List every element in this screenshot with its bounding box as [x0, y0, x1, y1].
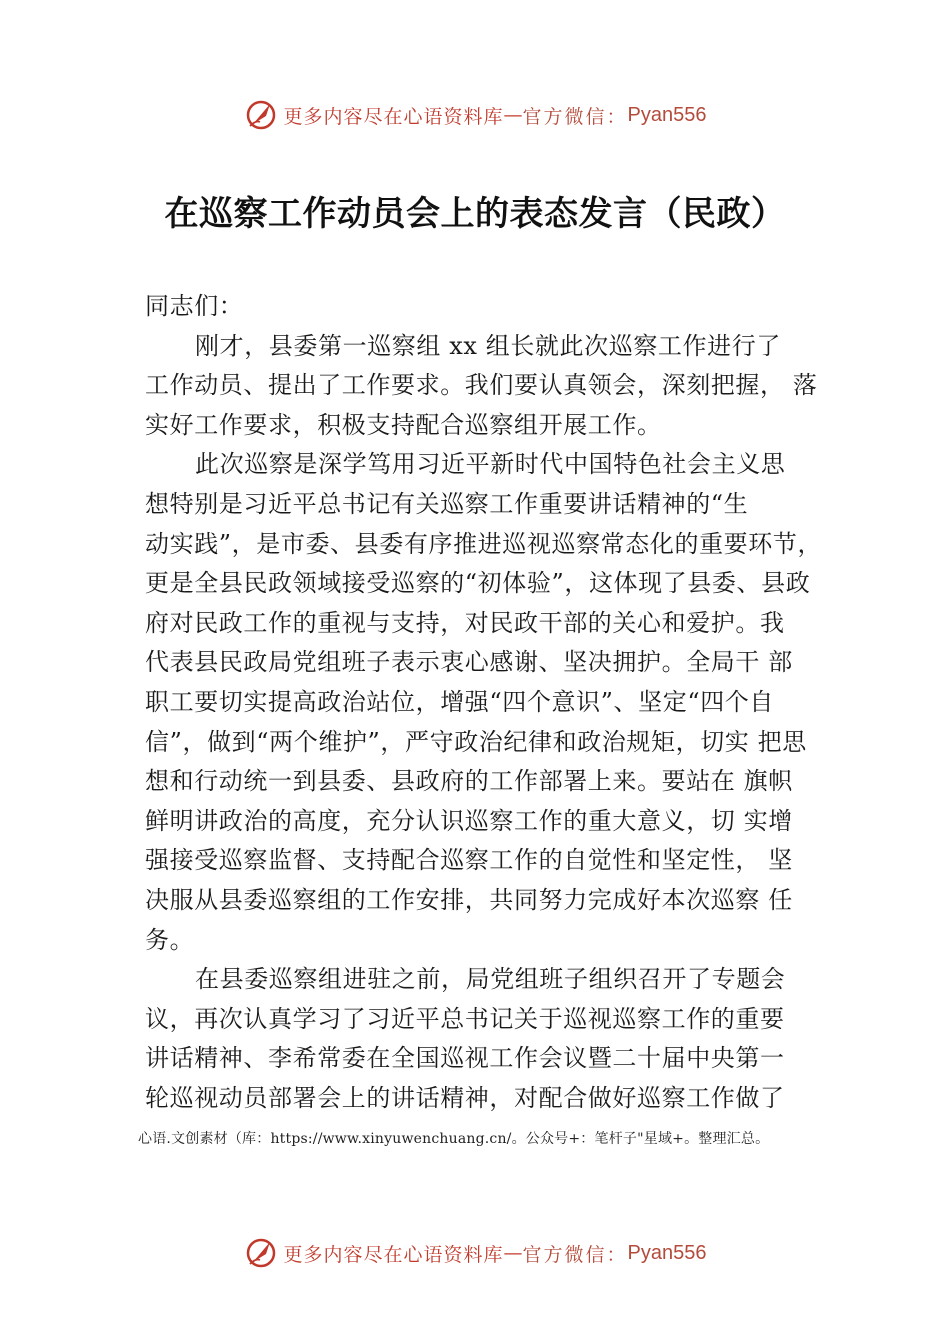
body-line: 想和行动统一到县委、县政府的工作部署上来。要站在 旗帜	[145, 767, 793, 796]
document-body	[145, 287, 835, 1118]
banner-brand-text: 更多内容尽在心语资料库	[283, 1243, 504, 1266]
body-line: 议，再次认真学习了习近平总书记关于巡视巡察工作的重要	[145, 1004, 785, 1033]
banner-wechat-id: Pyan556	[627, 103, 707, 126]
top-banner	[0, 95, 950, 135]
body-line: 强接受巡察监督、支持配合巡察工作的自觉性和坚定性， 坚	[145, 846, 793, 875]
document-title: 在巡察工作动员会上的表态发言（民政）	[164, 194, 786, 234]
body-line: 府对民政工作的重视与支持，对民政干部的关心和爱护。我	[145, 608, 785, 637]
bottom-banner	[0, 1233, 950, 1273]
banner-separator: —	[503, 1242, 523, 1264]
body-line: 务。	[145, 925, 195, 954]
body-line: 此次巡察是深学笃用习近平新时代中国特色社会主义思	[195, 450, 786, 479]
body-line: 工作动员、提出了工作要求。我们要认真领会，深刻把握， 落	[145, 371, 818, 400]
body-line: 决服从县委巡察组的工作安排，共同努力完成好本次巡察 任	[145, 885, 793, 914]
body-line: 轮巡视动员部署会上的讲话精神，对配合做好巡察工作做了	[145, 1083, 785, 1112]
body-line: 代表县民政局党组班子表示衷心感谢、坚决拥护。全局干 部	[145, 648, 793, 677]
quill-logo-icon	[244, 1236, 278, 1270]
quill-logo-icon	[244, 98, 278, 132]
body-line: 鲜明讲政治的高度，充分认识巡察工作的重大意义，切 实增	[145, 806, 793, 835]
body-line: 更是全县民政领域接受巡察的“初体验”，这体现了县委、县政	[145, 569, 811, 598]
body-line: 刚才，县委第一巡察组 xx 组长就此次巡察工作进行了	[195, 331, 781, 360]
banner-separator: —	[503, 104, 523, 126]
body-line: 职工要切实提高政治站位，增强“四个意识”、坚定“四个自	[145, 687, 775, 716]
banner-wechat-label: 官方微信：	[522, 105, 628, 128]
banner-wechat-label: 官方微信：	[522, 1243, 628, 1266]
banner-brand-text: 更多内容尽在心语资料库	[283, 105, 504, 128]
body-line: 信”，做到“两个维护”，严守政治纪律和政治规矩，切实 把思	[145, 727, 807, 756]
body-line: 动实践”，是市委、县委有序推进巡视巡察常态化的重要环节，	[145, 529, 823, 558]
body-line: 实好工作要求，积极支持配合巡察组开展工作。	[145, 410, 662, 439]
salutation: 同志们：	[145, 292, 244, 320]
body-line: 讲话精神、李希常委在全国巡视工作会议暨二十届中央第一	[145, 1044, 785, 1073]
footer-note: 心语.文创素材（库：https://www.xinyuwenchuang.cn/。公众号+：笔杆子"星域+。整理汇总。	[138, 1131, 770, 1147]
body-line: 想特别是习近平总书记有关巡察工作重要讲话精神的“生	[145, 489, 749, 518]
banner-wechat-id: Pyan556	[627, 1241, 707, 1264]
body-line: 在县委巡察组进驻之前，局党组班子组织召开了专题会	[195, 965, 786, 994]
